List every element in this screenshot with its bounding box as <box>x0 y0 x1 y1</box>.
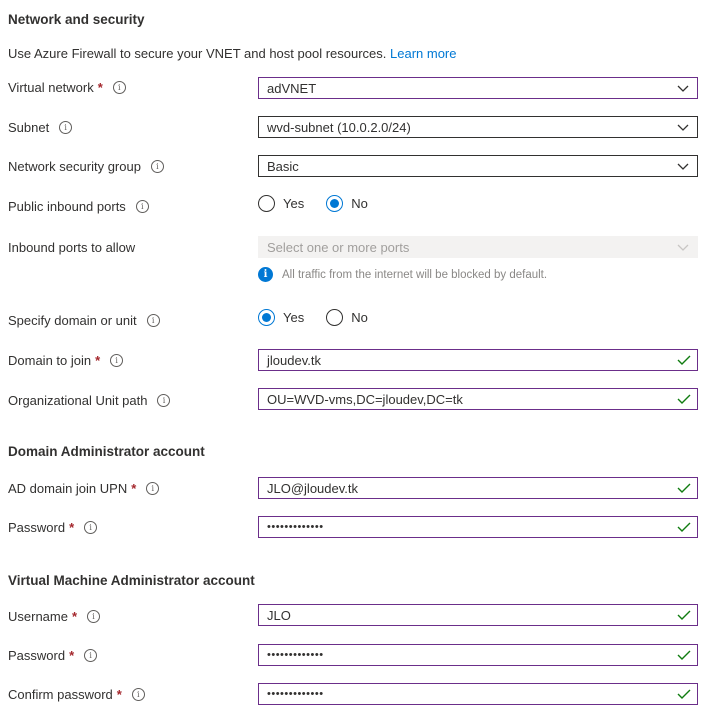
required-marker: * <box>97 80 103 95</box>
info-icon[interactable]: i <box>113 81 126 94</box>
upn-input[interactable] <box>258 477 698 499</box>
public-ports-yes-label[interactable]: Yes <box>283 196 305 211</box>
inbound-ports-dropdown[interactable] <box>258 236 698 258</box>
info-icon[interactable]: i <box>84 521 97 534</box>
confirm-password-value: ••••••••••••• <box>267 688 324 700</box>
required-marker: * <box>69 648 75 663</box>
inbound-ports-note <box>258 267 547 282</box>
subnet-dropdown[interactable] <box>258 116 698 138</box>
upn-label: AD domain join UPN <box>8 481 128 496</box>
info-icon[interactable]: i <box>59 121 72 134</box>
inbound-ports-label: Inbound ports to allow <box>8 240 136 255</box>
domain-password-input[interactable] <box>258 516 698 538</box>
vm-password-label-row <box>8 648 97 663</box>
checkmark-icon <box>677 688 691 700</box>
info-icon[interactable]: i <box>136 200 149 213</box>
inbound-ports-placeholder: Select one or more ports <box>267 239 410 255</box>
checkmark-icon <box>677 521 691 533</box>
checkmark-icon <box>677 393 691 405</box>
nsg-label: Network security group <box>8 159 141 174</box>
info-icon[interactable]: i <box>110 354 123 367</box>
vm-password-label: Password <box>8 648 66 663</box>
checkmark-icon <box>677 354 691 366</box>
subnet-value: wvd-subnet (10.0.2.0/24) <box>267 119 411 135</box>
public-ports-label: Public inbound ports <box>8 199 126 214</box>
required-marker: * <box>71 609 78 624</box>
chevron-down-icon <box>677 82 689 94</box>
learn-more-link[interactable]: Learn more <box>390 46 457 61</box>
domain-admin-section-title: Domain Administrator account <box>8 444 205 459</box>
inbound-ports-label-row <box>8 240 135 255</box>
specify-domain-radio-group <box>258 309 368 326</box>
domain-password-value: ••••••••••••• <box>267 521 324 533</box>
username-label: Username <box>8 609 68 624</box>
checkmark-icon <box>677 482 691 494</box>
checkmark-icon <box>677 609 691 621</box>
network-description <box>8 46 457 61</box>
required-marker: * <box>131 481 137 496</box>
domain-to-join-input[interactable] <box>258 349 698 371</box>
upn-label-row <box>8 481 159 496</box>
upn-value: JLO@jloudev.tk <box>267 480 358 496</box>
public-ports-yes-radio[interactable] <box>258 195 275 212</box>
chevron-down-icon <box>677 160 689 172</box>
specify-domain-label: Specify domain or unit <box>8 313 137 328</box>
public-ports-no-label[interactable]: No <box>351 196 368 211</box>
domain-to-join-label: Domain to join <box>8 353 92 368</box>
inbound-ports-note-text: All traffic from the internet will be blocked by default. <box>282 268 548 281</box>
chevron-down-icon <box>677 121 689 133</box>
specify-domain-yes-radio[interactable] <box>258 309 275 326</box>
ou-path-label-row <box>8 393 170 408</box>
domain-to-join-value: jloudev.tk <box>267 352 321 368</box>
info-icon[interactable]: i <box>87 610 100 623</box>
username-input[interactable] <box>258 604 698 626</box>
nsg-dropdown[interactable] <box>258 155 698 177</box>
specify-domain-yes-label[interactable]: Yes <box>283 310 305 325</box>
specify-domain-no-radio[interactable] <box>326 309 343 326</box>
username-label-row <box>8 609 100 624</box>
public-ports-label-row <box>8 199 149 214</box>
ou-path-label: Organizational Unit path <box>8 393 148 408</box>
virtual-network-label-row <box>8 80 126 95</box>
info-icon[interactable]: i <box>132 688 145 701</box>
public-ports-no-radio[interactable] <box>326 195 343 212</box>
confirm-password-input[interactable] <box>258 683 698 705</box>
info-icon[interactable]: i <box>157 394 170 407</box>
confirm-password-label-row <box>8 687 145 702</box>
specify-domain-no-label[interactable]: No <box>351 310 368 325</box>
info-icon[interactable]: i <box>84 649 97 662</box>
virtual-network-value: adVNET <box>267 80 317 96</box>
info-icon[interactable]: i <box>151 160 164 173</box>
firewall-description-text: Use Azure Firewall to secure your VNET and host pool resources. <box>8 46 387 61</box>
virtual-network-dropdown[interactable] <box>258 77 698 99</box>
nsg-value: Basic <box>267 158 299 174</box>
nsg-label-row <box>8 159 164 174</box>
checkmark-icon <box>677 649 691 661</box>
required-marker: * <box>116 687 122 702</box>
vm-password-input[interactable] <box>258 644 698 666</box>
required-marker: * <box>95 353 101 368</box>
info-filled-icon: i <box>258 267 273 282</box>
ou-path-value: OU=WVD-vms,DC=jloudev,DC=tk <box>267 391 463 407</box>
confirm-password-label: Confirm password <box>8 687 113 702</box>
subnet-label-row <box>8 120 72 135</box>
network-section-title: Network and security <box>8 12 145 27</box>
info-icon[interactable]: i <box>146 482 159 495</box>
specify-domain-label-row <box>8 313 160 328</box>
username-value: JLO <box>267 607 291 623</box>
info-icon[interactable]: i <box>147 314 160 327</box>
ou-path-input[interactable] <box>258 388 698 410</box>
chevron-down-icon <box>677 241 689 253</box>
vm-admin-section-title: Virtual Machine Administrator account <box>8 573 255 588</box>
vm-password-value: ••••••••••••• <box>267 649 324 661</box>
virtual-network-label: Virtual network <box>8 80 94 95</box>
public-ports-radio-group <box>258 195 368 212</box>
subnet-label: Subnet <box>8 120 50 135</box>
domain-password-label-row <box>8 520 97 535</box>
domain-to-join-label-row <box>8 353 123 368</box>
required-marker: * <box>69 520 75 535</box>
domain-password-label: Password <box>8 520 66 535</box>
